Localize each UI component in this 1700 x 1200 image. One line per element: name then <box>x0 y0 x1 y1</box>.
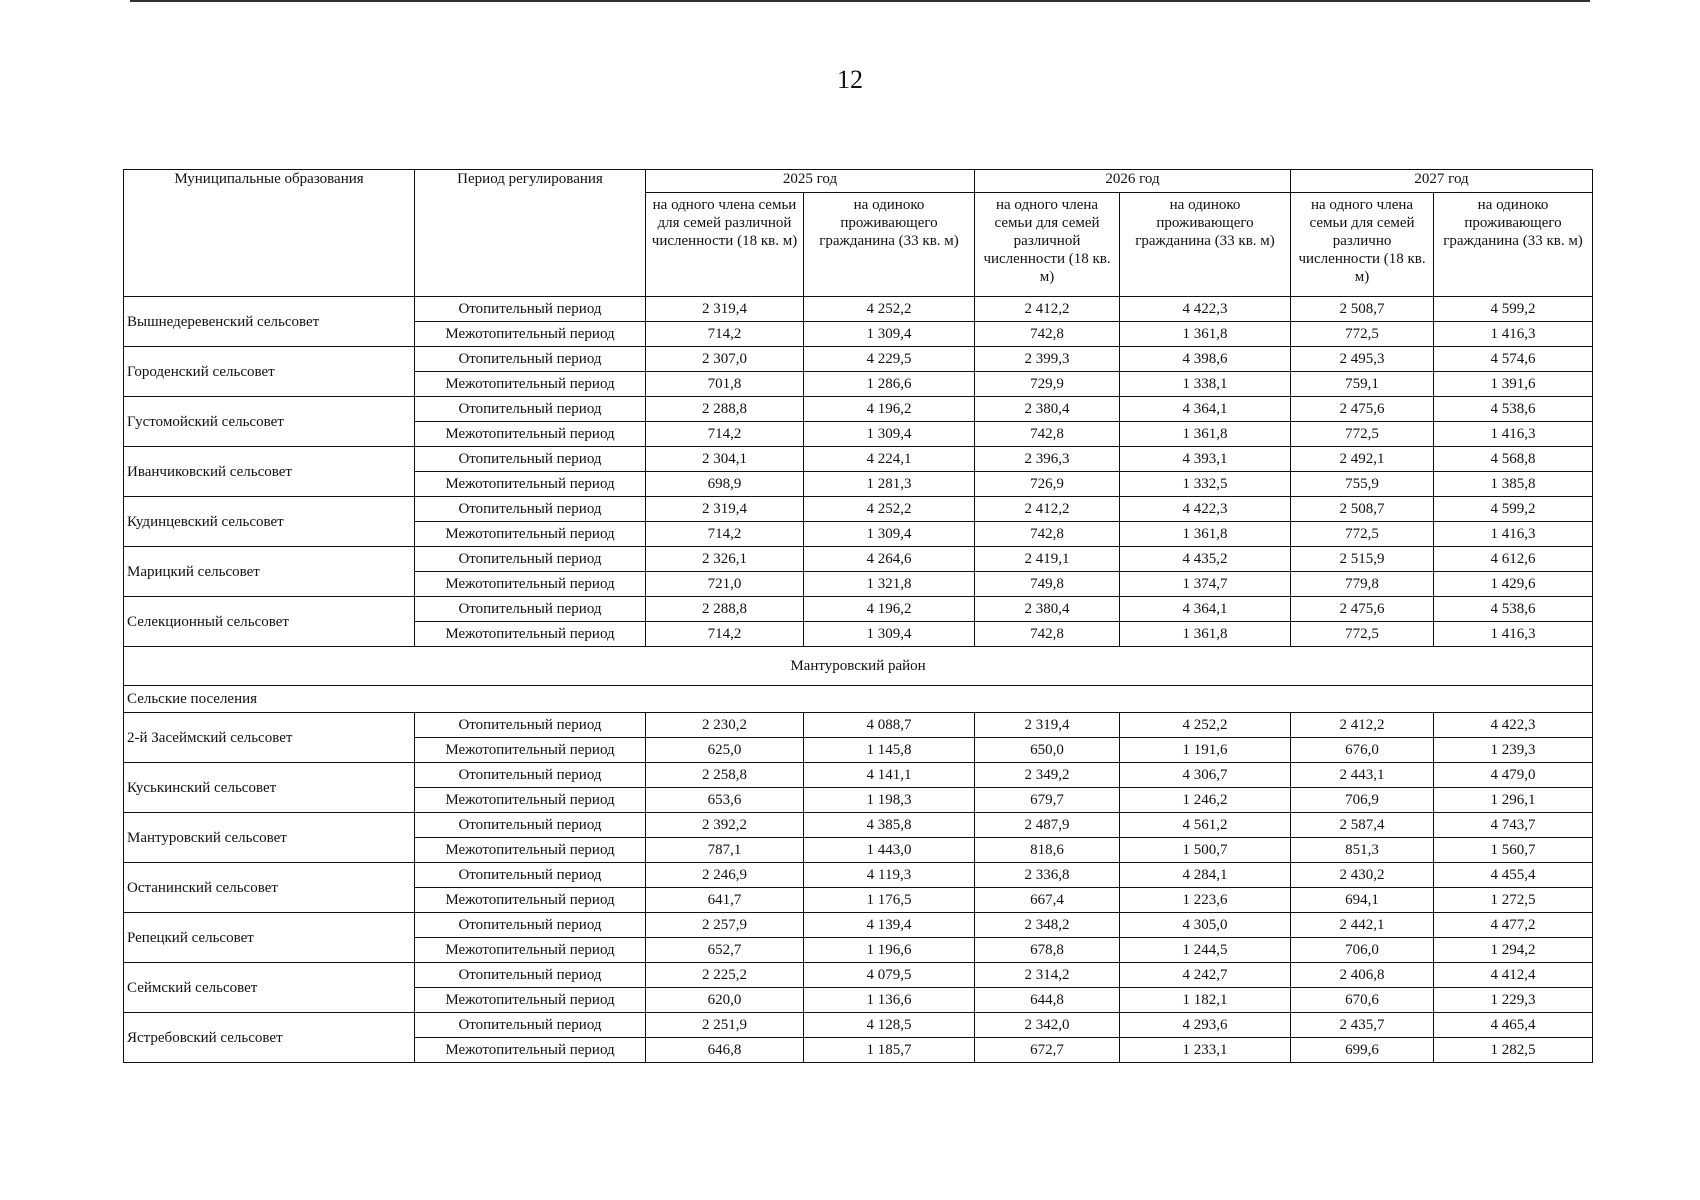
value-cell: 1 309,4 <box>804 522 975 547</box>
value-cell: 4 079,5 <box>804 963 975 988</box>
value-cell: 1 443,0 <box>804 838 975 863</box>
period-label-heating: Отопительный период <box>415 397 646 422</box>
value-cell: 1 500,7 <box>1120 838 1291 863</box>
period-label-nonheating: Межотопительный период <box>415 372 646 397</box>
value-cell: 714,2 <box>646 622 804 647</box>
value-cell: 2 419,1 <box>975 547 1120 572</box>
value-cell: 1 309,4 <box>804 622 975 647</box>
value-cell: 1 416,3 <box>1434 422 1593 447</box>
value-cell: 4 599,2 <box>1434 297 1593 322</box>
value-cell: 4 139,4 <box>804 913 975 938</box>
value-cell: 1 416,3 <box>1434 522 1593 547</box>
value-cell: 2 406,8 <box>1291 963 1434 988</box>
value-cell: 4 128,5 <box>804 1013 975 1038</box>
value-cell: 1 176,5 <box>804 888 975 913</box>
value-cell: 1 332,5 <box>1120 472 1291 497</box>
value-cell: 4 306,7 <box>1120 763 1291 788</box>
value-cell: 4 264,6 <box>804 547 975 572</box>
municipality-name: Кудинцевский сельсовет <box>124 497 415 547</box>
value-cell: 4 224,1 <box>804 447 975 472</box>
table-body-bottom <box>124 713 1593 1063</box>
value-cell: 1 182,1 <box>1120 988 1291 1013</box>
table-row <box>124 713 1593 738</box>
value-cell: 1 560,7 <box>1434 838 1593 863</box>
municipality-name: Мантуровский сельсовет <box>124 813 415 863</box>
value-cell: 714,2 <box>646 322 804 347</box>
value-cell: 721,0 <box>646 572 804 597</box>
value-cell: 4 385,8 <box>804 813 975 838</box>
value-cell: 4 196,2 <box>804 397 975 422</box>
value-cell: 4 477,2 <box>1434 913 1593 938</box>
value-cell: 1 361,8 <box>1120 322 1291 347</box>
value-cell: 851,3 <box>1291 838 1434 863</box>
value-cell: 1 338,1 <box>1120 372 1291 397</box>
value-cell: 2 412,2 <box>975 297 1120 322</box>
value-cell: 4 422,3 <box>1120 497 1291 522</box>
municipality-name: Куськинский сельсовет <box>124 763 415 813</box>
table-row <box>124 913 1593 938</box>
value-cell: 1 136,6 <box>804 988 975 1013</box>
value-cell: 787,1 <box>646 838 804 863</box>
value-cell: 2 587,4 <box>1291 813 1434 838</box>
period-label-nonheating: Межотопительный период <box>415 938 646 963</box>
value-cell: 644,8 <box>975 988 1120 1013</box>
header-single-norm: на одиноко проживающего гражданина (33 кв. м) <box>1120 193 1291 297</box>
period-label-heating: Отопительный период <box>415 713 646 738</box>
value-cell: 4 284,1 <box>1120 863 1291 888</box>
table-body-top <box>124 297 1593 647</box>
value-cell: 742,8 <box>975 422 1120 447</box>
value-cell: 641,7 <box>646 888 804 913</box>
period-label-nonheating: Межотопительный период <box>415 322 646 347</box>
table-row <box>124 863 1593 888</box>
value-cell: 2 349,2 <box>975 763 1120 788</box>
value-cell: 742,8 <box>975 522 1120 547</box>
table-row <box>124 963 1593 988</box>
value-cell: 772,5 <box>1291 422 1434 447</box>
value-cell: 2 342,0 <box>975 1013 1120 1038</box>
value-cell: 4 538,6 <box>1434 397 1593 422</box>
value-cell: 2 230,2 <box>646 713 804 738</box>
value-cell: 1 286,6 <box>804 372 975 397</box>
value-cell: 4 252,2 <box>804 497 975 522</box>
region-row <box>124 647 1593 686</box>
value-cell: 2 508,7 <box>1291 297 1434 322</box>
value-cell: 701,8 <box>646 372 804 397</box>
header-year-2026: 2026 год <box>975 170 1291 193</box>
value-cell: 759,1 <box>1291 372 1434 397</box>
value-cell: 653,6 <box>646 788 804 813</box>
municipality-name: Иванчиковский сельсовет <box>124 447 415 497</box>
value-cell: 2 430,2 <box>1291 863 1434 888</box>
value-cell: 2 251,9 <box>646 1013 804 1038</box>
period-label-nonheating: Межотопительный период <box>415 738 646 763</box>
value-cell: 4 574,6 <box>1434 347 1593 372</box>
value-cell: 4 422,3 <box>1434 713 1593 738</box>
value-cell: 755,9 <box>1291 472 1434 497</box>
value-cell: 742,8 <box>975 322 1120 347</box>
period-label-heating: Отопительный период <box>415 1013 646 1038</box>
value-cell: 2 380,4 <box>975 597 1120 622</box>
period-label-nonheating: Межотопительный период <box>415 888 646 913</box>
value-cell: 2 319,4 <box>646 497 804 522</box>
value-cell: 2 246,9 <box>646 863 804 888</box>
value-cell: 1 309,4 <box>804 422 975 447</box>
value-cell: 2 412,2 <box>1291 713 1434 738</box>
value-cell: 729,9 <box>975 372 1120 397</box>
value-cell: 2 380,4 <box>975 397 1120 422</box>
period-label-nonheating: Межотопительный период <box>415 1038 646 1063</box>
value-cell: 1 361,8 <box>1120 522 1291 547</box>
period-label-nonheating: Межотопительный период <box>415 622 646 647</box>
municipality-name: Городенский сельсовет <box>124 347 415 397</box>
value-cell: 2 257,9 <box>646 913 804 938</box>
value-cell: 4 465,4 <box>1434 1013 1593 1038</box>
municipality-name: Сеймский сельсовет <box>124 963 415 1013</box>
period-label-heating: Отопительный период <box>415 597 646 622</box>
value-cell: 4 364,1 <box>1120 597 1291 622</box>
table-row <box>124 347 1593 372</box>
value-cell: 749,8 <box>975 572 1120 597</box>
value-cell: 4 398,6 <box>1120 347 1291 372</box>
period-label-nonheating: Межотопительный период <box>415 788 646 813</box>
value-cell: 694,1 <box>1291 888 1434 913</box>
header-year-2025: 2025 год <box>646 170 975 193</box>
value-cell: 1 374,7 <box>1120 572 1291 597</box>
header-year-2027: 2027 год <box>1291 170 1593 193</box>
value-cell: 1 244,5 <box>1120 938 1291 963</box>
municipality-name: Густомойский сельсовет <box>124 397 415 447</box>
value-cell: 2 487,9 <box>975 813 1120 838</box>
value-cell: 2 336,8 <box>975 863 1120 888</box>
value-cell: 1 198,3 <box>804 788 975 813</box>
value-cell: 2 475,6 <box>1291 397 1434 422</box>
value-cell: 652,7 <box>646 938 804 963</box>
value-cell: 772,5 <box>1291 622 1434 647</box>
value-cell: 818,6 <box>975 838 1120 863</box>
header-family-norm: на одного члена семьи для семей различно численности (18 кв. м) <box>1291 193 1434 297</box>
table-row <box>124 763 1593 788</box>
header-municipality: Муниципальные образования <box>124 170 415 297</box>
table-row <box>124 297 1593 322</box>
value-cell: 1 196,6 <box>804 938 975 963</box>
period-label-heating: Отопительный период <box>415 497 646 522</box>
value-cell: 714,2 <box>646 522 804 547</box>
value-cell: 2 314,2 <box>975 963 1120 988</box>
municipality-name: Останинский сельсовет <box>124 863 415 913</box>
value-cell: 4 422,3 <box>1120 297 1291 322</box>
value-cell: 4 088,7 <box>804 713 975 738</box>
period-label-nonheating: Межотопительный период <box>415 472 646 497</box>
value-cell: 4 364,1 <box>1120 397 1291 422</box>
table-row <box>124 397 1593 422</box>
value-cell: 1 272,5 <box>1434 888 1593 913</box>
municipality-name: 2-й Засеймский сельсовет <box>124 713 415 763</box>
value-cell: 4 538,6 <box>1434 597 1593 622</box>
value-cell: 1 191,6 <box>1120 738 1291 763</box>
municipality-name: Селекционный сельсовет <box>124 597 415 647</box>
table-row <box>124 597 1593 622</box>
value-cell: 698,9 <box>646 472 804 497</box>
value-cell: 4 455,4 <box>1434 863 1593 888</box>
period-label-nonheating: Межотопительный период <box>415 572 646 597</box>
value-cell: 2 399,3 <box>975 347 1120 372</box>
value-cell: 772,5 <box>1291 322 1434 347</box>
page-number: 12 <box>837 65 863 94</box>
value-cell: 2 288,8 <box>646 397 804 422</box>
period-label-heating: Отопительный период <box>415 763 646 788</box>
value-cell: 779,8 <box>1291 572 1434 597</box>
value-cell: 4 242,7 <box>1120 963 1291 988</box>
period-label-heating: Отопительный период <box>415 863 646 888</box>
value-cell: 4 412,4 <box>1434 963 1593 988</box>
value-cell: 4 252,2 <box>1120 713 1291 738</box>
top-border-line <box>130 0 1590 2</box>
period-label-heating: Отопительный период <box>415 447 646 472</box>
value-cell: 1 391,6 <box>1434 372 1593 397</box>
value-cell: 4 141,1 <box>804 763 975 788</box>
value-cell: 1 282,5 <box>1434 1038 1593 1063</box>
header-family-norm: на одного члена семьи для семей различной численности (18 кв. м) <box>975 193 1120 297</box>
value-cell: 646,8 <box>646 1038 804 1063</box>
value-cell: 1 416,3 <box>1434 622 1593 647</box>
header-single-norm: на одиноко проживающего гражданина (33 кв. м) <box>1434 193 1593 297</box>
value-cell: 625,0 <box>646 738 804 763</box>
period-label-nonheating: Межотопительный период <box>415 522 646 547</box>
region-title: Мантуровский район <box>124 647 1593 686</box>
period-label-heating: Отопительный период <box>415 963 646 988</box>
value-cell: 2 392,2 <box>646 813 804 838</box>
value-cell: 2 304,1 <box>646 447 804 472</box>
value-cell: 4 435,2 <box>1120 547 1291 572</box>
value-cell: 678,8 <box>975 938 1120 963</box>
value-cell: 4 252,2 <box>804 297 975 322</box>
value-cell: 4 599,2 <box>1434 497 1593 522</box>
value-cell: 2 326,1 <box>646 547 804 572</box>
value-cell: 714,2 <box>646 422 804 447</box>
value-cell: 1 239,3 <box>1434 738 1593 763</box>
value-cell: 706,0 <box>1291 938 1434 963</box>
municipality-name: Ястребовский сельсовет <box>124 1013 415 1063</box>
value-cell: 679,7 <box>975 788 1120 813</box>
period-label-heating: Отопительный период <box>415 913 646 938</box>
value-cell: 670,6 <box>1291 988 1434 1013</box>
value-cell: 699,6 <box>1291 1038 1434 1063</box>
value-cell: 706,9 <box>1291 788 1434 813</box>
value-cell: 772,5 <box>1291 522 1434 547</box>
value-cell: 4 561,2 <box>1120 813 1291 838</box>
period-label-heating: Отопительный период <box>415 347 646 372</box>
value-cell: 1 246,2 <box>1120 788 1291 813</box>
value-cell: 2 348,2 <box>975 913 1120 938</box>
value-cell: 1 309,4 <box>804 322 975 347</box>
municipality-name: Марицкий сельсовет <box>124 547 415 597</box>
group-row <box>124 686 1593 713</box>
table-row <box>124 447 1593 472</box>
municipality-name: Вышнедеревенский сельсовет <box>124 297 415 347</box>
value-cell: 1 361,8 <box>1120 622 1291 647</box>
value-cell: 2 515,9 <box>1291 547 1434 572</box>
value-cell: 1 321,8 <box>804 572 975 597</box>
value-cell: 2 412,2 <box>975 497 1120 522</box>
group-title: Сельские поселения <box>124 686 1593 713</box>
value-cell: 2 508,7 <box>1291 497 1434 522</box>
value-cell: 2 442,1 <box>1291 913 1434 938</box>
value-cell: 1 296,1 <box>1434 788 1593 813</box>
value-cell: 1 385,8 <box>1434 472 1593 497</box>
value-cell: 2 443,1 <box>1291 763 1434 788</box>
period-label-nonheating: Межотопительный период <box>415 838 646 863</box>
value-cell: 620,0 <box>646 988 804 1013</box>
table-body-region <box>124 647 1593 713</box>
value-cell: 4 393,1 <box>1120 447 1291 472</box>
value-cell: 650,0 <box>975 738 1120 763</box>
table-row <box>124 1013 1593 1038</box>
value-cell: 4 743,7 <box>1434 813 1593 838</box>
period-label-heating: Отопительный период <box>415 547 646 572</box>
value-cell: 676,0 <box>1291 738 1434 763</box>
value-cell: 4 568,8 <box>1434 447 1593 472</box>
period-label-heating: Отопительный период <box>415 813 646 838</box>
value-cell: 1 416,3 <box>1434 322 1593 347</box>
value-cell: 4 229,5 <box>804 347 975 372</box>
header-row-years <box>124 170 1593 193</box>
value-cell: 4 612,6 <box>1434 547 1593 572</box>
value-cell: 4 293,6 <box>1120 1013 1291 1038</box>
value-cell: 4 196,2 <box>804 597 975 622</box>
value-cell: 2 495,3 <box>1291 347 1434 372</box>
value-cell: 672,7 <box>975 1038 1120 1063</box>
value-cell: 1 281,3 <box>804 472 975 497</box>
table-row <box>124 547 1593 572</box>
table-row <box>124 813 1593 838</box>
period-label-nonheating: Межотопительный период <box>415 988 646 1013</box>
table-row <box>124 497 1593 522</box>
value-cell: 2 288,8 <box>646 597 804 622</box>
header-family-norm: на одного члена семьи для семей различной численности (18 кв. м) <box>646 193 804 297</box>
value-cell: 1 223,6 <box>1120 888 1291 913</box>
value-cell: 2 307,0 <box>646 347 804 372</box>
municipality-name: Репецкий сельсовет <box>124 913 415 963</box>
value-cell: 1 233,1 <box>1120 1038 1291 1063</box>
value-cell: 726,9 <box>975 472 1120 497</box>
value-cell: 4 119,3 <box>804 863 975 888</box>
value-cell: 667,4 <box>975 888 1120 913</box>
value-cell: 1 429,6 <box>1434 572 1593 597</box>
value-cell: 2 319,4 <box>975 713 1120 738</box>
value-cell: 2 258,8 <box>646 763 804 788</box>
value-cell: 2 475,6 <box>1291 597 1434 622</box>
value-cell: 2 225,2 <box>646 963 804 988</box>
value-cell: 2 396,3 <box>975 447 1120 472</box>
value-cell: 2 435,7 <box>1291 1013 1434 1038</box>
value-cell: 4 305,0 <box>1120 913 1291 938</box>
tariff-table <box>123 169 1593 1063</box>
value-cell: 2 492,1 <box>1291 447 1434 472</box>
value-cell: 1 145,8 <box>804 738 975 763</box>
period-label-nonheating: Межотопительный период <box>415 422 646 447</box>
value-cell: 1 229,3 <box>1434 988 1593 1013</box>
value-cell: 1 361,8 <box>1120 422 1291 447</box>
value-cell: 2 319,4 <box>646 297 804 322</box>
value-cell: 742,8 <box>975 622 1120 647</box>
header-period: Период регулирования <box>415 170 646 297</box>
header-single-norm: на одиноко проживающего гражданина (33 кв. м) <box>804 193 975 297</box>
value-cell: 1 185,7 <box>804 1038 975 1063</box>
value-cell: 1 294,2 <box>1434 938 1593 963</box>
value-cell: 4 479,0 <box>1434 763 1593 788</box>
period-label-heating: Отопительный период <box>415 297 646 322</box>
